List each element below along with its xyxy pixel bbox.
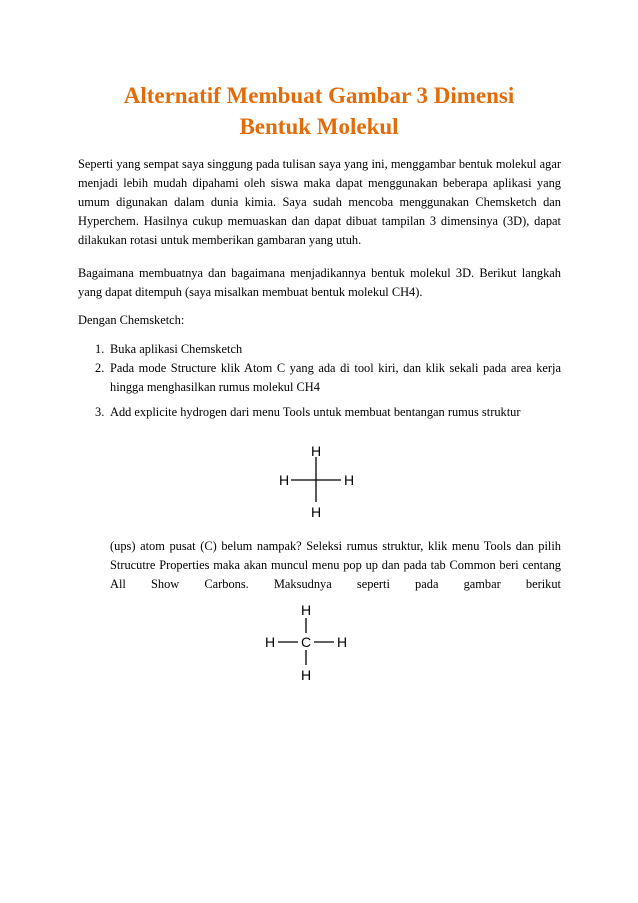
carbon-center: C (300, 634, 312, 650)
intro-paragraph: Seperti yang sempat saya singgung pada tulisan saya yang ini, menggambar bentuk molekul agar menjadi lebih mudah dipahami oleh siswa maka dapat menggunakan beberapa aplikasi yang umum digunakan dalam dunia kimia. Saya sudah mencoba menggunakan Chemsketch dan Hyperchem. Hasilnya cukup memuaskan dan dapat dibuat tampilan 3 dimensinya (3D), dapat dilakukan rotasi untuk memberikan gambaran yang utuh. (78, 157, 561, 247)
hydrogen-top: H (300, 602, 312, 618)
step-text: Buka aplikasi Chemsketch (110, 342, 243, 356)
methane-carbon-structure-figure (262, 598, 352, 686)
hydrogen-right: H (343, 472, 355, 488)
hydrogen-top: H (310, 443, 322, 459)
methane-structure-figure (270, 440, 360, 522)
step-number: 1. (95, 342, 105, 356)
title-line-1: Alternatif Membuat Gambar 3 Dimensi (123, 83, 515, 108)
chemsketch-heading: Dengan Chemsketch: (78, 313, 185, 327)
hydrogen-bottom: H (300, 667, 312, 683)
step-text: Add explicite hydrogen dari menu Tools untuk membuat bentangan rumus struktur (110, 405, 521, 419)
method-paragraph: Bagaimana membuatnya dan bagaimana menjadikannya bentuk molekul 3D. Berikut langkah yang dapat ditempuh (saya misalkan membuat bentuk molekul CH4). (78, 266, 561, 299)
hydrogen-left: H (278, 472, 290, 488)
document-title (60, 80, 578, 142)
step-number: 3. (95, 405, 105, 419)
step-item-1 (78, 340, 561, 359)
step-number: 2. (95, 361, 105, 375)
note-paragraph: (ups) atom pusat (C) belum nampak? Seleksi rumus struktur, klik menu Tools dan pilih Strucutre Properties maka akan muncul menu pop up dan pada tab Common beri centang All Show Carbons. Maksudnya seperti pada gambar berikut (110, 539, 561, 591)
hydrogen-left: H (264, 634, 276, 650)
step-text: Pada mode Structure klik Atom C yang ada di tool kiri, dan klik sekali pada area kerja hingga menghasilkan rumus molekul CH4 (110, 361, 561, 394)
step-item-2 (78, 359, 561, 397)
title-line-2: Bentuk Molekul (239, 114, 399, 139)
hydrogen-bottom: H (310, 504, 322, 520)
steps-list (78, 340, 561, 397)
hydrogen-right: H (336, 634, 348, 650)
